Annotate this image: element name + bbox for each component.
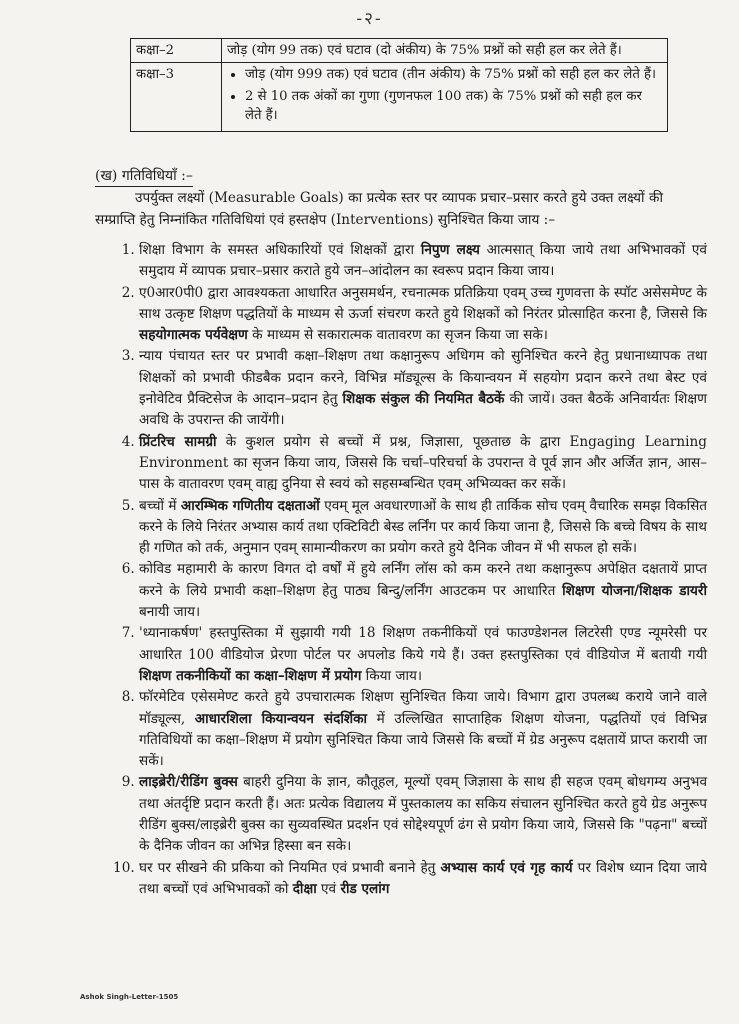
list-item [139,240,707,283]
item-text: 'ध्यानाकर्षण' हस्तपुस्तिका में सुझायी गयी 18 शिक्षण तकनीकियों एवं फाउण्डेशनल लिटरेसी एण्ड न्यूमरेसी पर आधारित 100 वीडियोज प्रेरणा पोर्टल पर अपलोड किये गये हैं। उक्त हस्तपुस्तिका एवं वीडियोज में बतायी गयी [139,625,707,663]
item-text: बनायी जाय। [139,604,201,621]
item-emphasis: आधारशिला कियान्वयन संदर्शिका [194,710,368,727]
item-text: के कुशल प्रयोग से बच्चों में प्रश्न, जिज्ञासा, पूछताछ के द्वारा Engaging Learning Environment का सृजन किया जाय, जिससे कि चर्चा–परिचर्चा के उपरान्त वे पूर्व ज्ञान और अर्जित ज्ञान, आस–पास के वातावरण एवम् वाह्य दुनिया से स्वयं को सहसम्बन्धित एवम् अभिव्यक्त कर सकें। [139,433,707,493]
item-text: फॉरमेटिव एसेसमेण्ट करते हुये उपचारात्मक शिक्षण सुनिश्चित किया जाये। विभाग द्वारा उपलब्ध कराये जाने वाले मॉड्यूल्स, [139,689,707,727]
item-emphasis: दीक्षा [292,880,317,897]
item-text: न्याय पंचायत स्तर पर प्रभावी कक्षा–शिक्षण तथा कक्षानुरूप अधिगम को सुनिश्चित करने हेतु प्रधानाध्यापक तथा शिक्षकों को प्रभावी फीडबैक प्रदान करने, विभिन्न मॉड्यूल्स के कियान्वयन में सहयोग प्रदान करने तथा बेस्ट एवं इनोवेटिव प्रैक्टिसेज के आदान–प्रदान हेतु [139,348,707,408]
goal-item: • 2 से 10 तक अंकों का गुणा (गुणनफल 100 तक) के 75% प्रश्नों को सही हल कर लेते हैं। [245,87,662,125]
item-emphasis: शिक्षक संकुल की नियमित बैठकें [342,391,505,408]
item-emphasis: रीड एलांग [340,880,390,897]
intro-paragraph: उपर्युक्त लक्ष्यों (Measurable Goals) का प्रत्येक स्तर पर व्यापक प्रचार–प्रसार करते हुये उक्त लक्ष्यों की सम्प्राप्ति हेतु निम्नांकित गतिविधियां एवं हस्तक्षेप (Interventions) सुनिश्चित किया जाय :– [95,190,663,228]
activities-list [95,240,707,900]
goal-text: जोड़ (योग 99 तक) एवं घटाव (दो अंकीय) के 75% प्रश्नों को सही हल कर लेते हैं। [227,43,622,58]
goals-table [130,38,668,132]
class-cell: कक्षा–3 [131,63,222,131]
item-emphasis: शिक्षण तकनीकियों का कक्षा–शिक्षण में प्रयोग [139,667,362,684]
list-item [139,496,707,560]
list-item [139,559,707,623]
item-text: घर पर सीखने की प्रकिया को नियमित एवं प्रभावी बनाने हेतु [139,859,441,876]
item-emphasis: अभ्यास कार्य एवं गृह कार्य [440,859,573,876]
table-row [131,39,668,63]
item-text: के माध्यम से सकारात्मक वातावरण का सृजन किया जा सके। [247,327,548,344]
item-text: बाहरी दुनिया के ज्ञान, कौतूहल, मूल्यों एवम् जिज्ञासा के साथ ही सहज एवम् बोधगम्य अनुभव तथा अंतर्दृष्टि प्रदान करती हैं। अतः प्रत्येक विद्यालय में पुस्तकालय का सकिय संचालन सुनिश्चित करते हुये ग्रेड अनुरूप रीडिंग बुक्स/लाइब्रेरी बुक्स का सुव्यवस्थित प्रदर्शन एवं सोद्देश्यपूर्ण ढंग से प्रयोग किया जाये, जिससे कि "पढ़ना" बच्चों के दैनिक जीवन का अभिन्न हिस्सा बन सके। [139,774,707,855]
item-text: ए0आर0पी0 द्वारा आवश्यकता आधारित अनुसमर्थन, रचनात्मक प्रतिक्रिया एवम् उच्च गुणवत्ता के स्पॉट असेसमेण्ट के साथ उत्कृष्ट शिक्षण पद्धतियों के माध्यम से ऊर्जा संचरण करते हुये शिक्षकों को निरंतर प्रोत्साहित करना है, जिससे कि [139,284,707,322]
item-text: एवं [316,880,341,897]
item-text: की जायें। उक्त बैठकें अनिवार्यतः शिक्षण अवधि के उपरान्त की जायेंगी। [139,391,707,429]
list-item [139,432,707,496]
page-number: -२- [356,9,383,29]
item-emphasis: लाइब्रेरी/रीडिंग बुक्स [139,774,238,791]
list-item [139,623,707,687]
item-text: एवम् मूल अवधारणाओं के साथ ही तार्किक सोच एवम् वैचारिक समझ विकसित करने के लिये निरंतर अभ्यास कार्य तथा एक्टिविटी बेस्ड लर्निंग पर कार्य किया जाना है, जिससे कि बच्चे विषय के साथ ही गणित को तर्क, अनुमान एवम् सामान्यीकरण का प्रयोग करते हुये दैनिक जीवन में भी सफल हो सकें। [139,497,708,557]
item-text: में उल्लिखित साप्ताहिक शिक्षण योजना, पद्धतियों एवं विभिन्न गतिविधियों का कक्षा–शिक्षण में प्रयोग सुनिश्चित किया जाये जिससे कि बच्चों में ग्रेड अनुरूप दक्षतायें प्राप्त करायी जा सकें। [139,710,708,770]
item-text: आत्मसात् किया जाये तथा अभिभावकों एवं समुदाय में व्यापक प्रचार–प्रसार कराते हुये जन–आंदोलन का स्वरूप प्रदान किया जाय। [139,242,707,280]
item-emphasis: प्रिंटरिच सामग्री [139,433,217,450]
item-text: पर विशेष ध्यान दिया जाये तथा बच्चों एवं अभिभावकों को [139,859,707,897]
goal-list [227,65,662,125]
list-item [139,346,707,431]
item-emphasis: सहयोगात्मक पर्यवेक्षण [139,327,248,344]
item-emphasis: शिक्षण योजना/शिक्षक डायरी [562,582,707,599]
item-text: किया जाय। [361,667,423,684]
item-text: शिक्षा विभाग के समस्त अधिकारियों एवं शिक्षकों द्वारा [139,242,421,258]
section-heading: (ख) गतिविधियाँ :– [95,166,193,187]
goal-cell [222,39,668,63]
footer-reference: Ashok Singh-Letter-1505 [80,993,179,1001]
list-item [139,687,707,772]
item-emphasis: आरम्भिक गणितीय दक्षताओं [180,497,320,514]
list-item [139,772,707,857]
table-row [131,63,668,131]
list-item [139,283,707,347]
class-cell: कक्षा–2 [131,39,222,63]
goal-item: • जोड़ (योग 999 तक) एवं घटाव (तीन अंकीय) के 75% प्रश्नों को सही हल कर लेते हैं। [245,65,662,84]
item-text: बच्चों में [139,497,181,514]
list-item [139,858,707,901]
item-text: कोविड महामारी के कारण विगत दो वर्षों में हुये लर्निंग लॉस को कम करने तथा कक्षानुरूप अपेक्षित दक्षतायें प्राप्त करने के लिये प्रभावी कक्षा–शिक्षण हेतु पाठ्य बिन्दु/लर्निंग आउटकम पर आधारित [139,561,707,599]
goal-cell [222,63,668,131]
item-emphasis: निपुण लक्ष्य [420,242,480,258]
